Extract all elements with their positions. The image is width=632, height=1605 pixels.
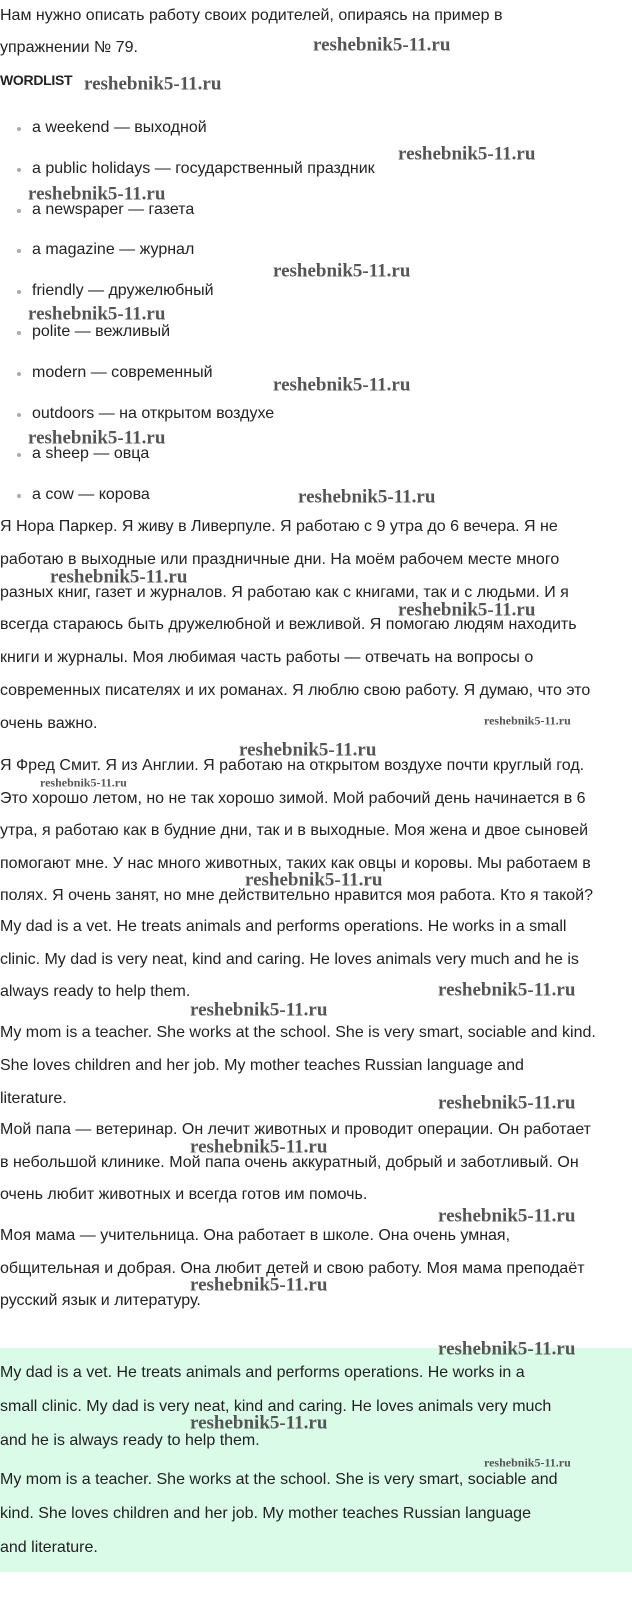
wordlist-heading: WORDLIST <box>0 72 73 88</box>
text-line: работаю в выходные или праздничные дни. На моём рабочем месте много <box>0 550 560 568</box>
watermark: reshebnik5-11.ru <box>438 979 576 1001</box>
bullet-icon <box>17 494 21 498</box>
text-line: разных книг, газет и журналов. Я работаю как с книгами, так и с людьми. И я <box>0 583 569 601</box>
watermark: reshebnik5-11.ru <box>245 869 383 891</box>
text-line: книги и журналы. Моя любимая часть работы — отвечать на вопросы о <box>0 649 534 667</box>
watermark: reshebnik5-11.ru <box>438 1092 576 1114</box>
ru-text-nora <box>0 511 632 741</box>
text-line: Я Нора Паркер. Я живу в Ливерпуле. Я работаю с 9 утра до 6 вечера. Я не <box>0 518 558 535</box>
watermark: reshebnik5-11.ru <box>190 1136 328 1157</box>
text-line: утра, я работаю как в будние дни, так и в выходные. Моя жена и двое сыновей <box>0 822 589 839</box>
text-line: в небольшой клинике. Мой папа очень аккуратный, добрый и заботливый. Он <box>0 1153 579 1171</box>
ru-text-mom <box>0 1220 632 1318</box>
answer-mom <box>0 1463 632 1565</box>
text-line: My dad is a vet. He treats animals and performs operations. He works in a <box>0 1364 525 1381</box>
text-line: Мой папа — ветеринар. Он лечит животных и проводит операции. Он работает <box>0 1121 591 1138</box>
text-line: очень любит животных и всегда готов им помочь. <box>0 1186 368 1203</box>
text-line: She loves children and her job. My mother teaches Russian language and <box>0 1057 524 1074</box>
text-line: My mom is a teacher. She works at the school. She is very smart, sociable and kind. <box>0 1024 596 1041</box>
text-line: and he is always ready to help them. <box>0 1432 260 1449</box>
watermark: reshebnik5-11.ru <box>40 775 127 790</box>
bullet-icon <box>17 372 21 376</box>
wordlist-item-text: modern — современный <box>32 363 213 381</box>
bullet-icon <box>17 209 21 213</box>
bullet-icon <box>17 453 21 457</box>
text-line: русский язык и литературу. <box>0 1292 201 1309</box>
text-line: clinic. My dad is very neat, kind and caring. He loves animals very much and he is <box>0 950 579 968</box>
watermark: reshebnik5-11.ru <box>28 303 166 325</box>
bullet-icon <box>17 249 21 253</box>
text-line: always ready to help them. <box>0 983 191 1000</box>
watermark: reshebnik5-11.ru <box>273 374 411 396</box>
text-line: Это хорошо летом, но не так хорошо зимой. Мой рабочий день начинается в 6 <box>0 789 586 807</box>
watermark: reshebnik5-11.ru <box>484 1455 571 1470</box>
watermark: reshebnik5-11.ru <box>84 73 222 95</box>
text-line: kind. She loves children and her job. My mother teaches Russian language <box>0 1505 531 1522</box>
watermark: reshebnik5-11.ru <box>438 1205 576 1227</box>
watermark: reshebnik5-11.ru <box>438 1338 576 1360</box>
watermark: reshebnik5-11.ru <box>239 739 377 761</box>
text-line: современных писателях и их романах. Я люблю свою работу. Я думаю, что это <box>0 681 591 699</box>
text-line: полях. Я очень занят, но мне действительно нравится моя работа. Кто я такой? <box>0 887 594 904</box>
wordlist-item-text: polite — вежливый <box>32 322 171 340</box>
watermark: reshebnik5-11.ru <box>398 599 536 620</box>
wordlist-item-text: friendly — дружелюбный <box>32 282 214 300</box>
watermark: reshebnik5-11.ru <box>313 34 451 56</box>
bullet-icon <box>17 331 21 335</box>
bullet-icon <box>17 290 21 294</box>
wordlist-item-text: a newspaper — газета <box>32 200 195 218</box>
wordlist-item-text: a sheep — овца <box>32 445 150 463</box>
text-line: Я Фред Смит. Я из Англии. Я работаю на открытом воздухе почти круглый год. <box>0 757 585 774</box>
text-line: Моя мама — учительница. Она работает в школе. Она очень умная, <box>0 1227 511 1244</box>
wordlist-item-text: a weekend — выходной <box>32 119 207 136</box>
wordlist-item-text: a cow — корова <box>32 486 150 504</box>
wordlist-item-text: a magazine — журнал <box>32 241 195 259</box>
text-line: literature. <box>0 1090 67 1107</box>
watermark: reshebnik5-11.ru <box>28 427 166 449</box>
watermark: reshebnik5-11.ru <box>50 566 188 587</box>
text-line: My mom is a teacher. She works at the school. She is very smart, sociable and <box>0 1471 558 1488</box>
bullet-icon <box>17 168 21 172</box>
text-line: My dad is a vet. He treats animals and performs operations. He works in a small <box>0 918 567 935</box>
watermark: reshebnik5-11.ru <box>190 1412 328 1434</box>
wordlist-item-text: outdoors — на открытом воздухе <box>32 404 275 422</box>
watermark: reshebnik5-11.ru <box>484 713 571 728</box>
intro-line: упражнении № 79. <box>0 39 138 56</box>
text-line: and literature. <box>0 1539 98 1556</box>
intro-line: Нам нужно описать работу своих родителей, опираясь на пример в <box>0 7 503 24</box>
text-line: общительная и добрая. Она любит детей и свою работу. Моя мама преподаёт <box>0 1259 585 1277</box>
watermark: reshebnik5-11.ru <box>273 260 411 282</box>
watermark: reshebnik5-11.ru <box>28 183 166 205</box>
watermark: reshebnik5-11.ru <box>298 486 436 508</box>
watermark: reshebnik5-11.ru <box>190 1274 328 1296</box>
text-line: small clinic. My dad is very neat, kind and caring. He loves animals very much <box>0 1398 552 1415</box>
answer-dad <box>0 1356 632 1458</box>
ru-text-dad <box>0 1114 632 1212</box>
watermark: reshebnik5-11.ru <box>398 143 536 165</box>
text-line: помогают мне. У нас много животных, таких как овцы и коровы. Мы работаем в <box>0 854 591 872</box>
text-line: очень важно. <box>0 714 98 732</box>
wordlist-item-text: a public holidays — государственный праздник <box>32 159 375 177</box>
bullet-icon <box>17 413 21 417</box>
watermark: reshebnik5-11.ru <box>190 999 328 1021</box>
text-line: всегда стараюсь быть дружелюбной и вежливой. Я помогаю людям находить <box>0 616 577 634</box>
wordlist-item <box>0 108 632 149</box>
bullet-icon <box>17 127 21 131</box>
